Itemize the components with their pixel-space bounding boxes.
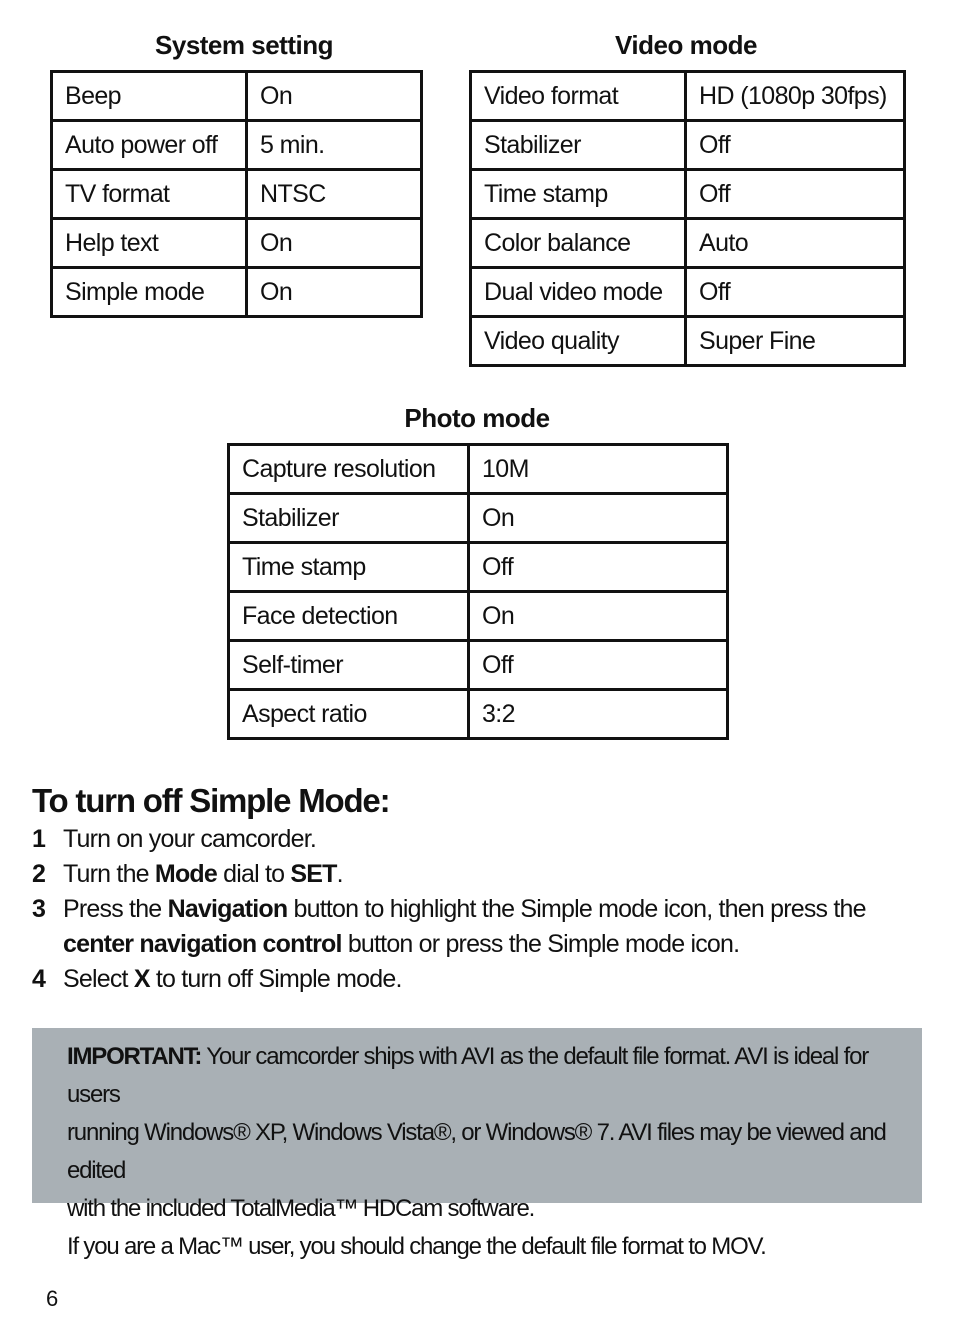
emphasis: SET <box>290 860 337 888</box>
table-row <box>229 494 728 543</box>
step-number: 3 <box>32 895 46 923</box>
system-setting-table <box>50 70 423 318</box>
table-row <box>229 641 728 690</box>
setting-value: On <box>469 494 728 543</box>
step-number: 4 <box>32 965 46 993</box>
important-label: IMPORTANT: <box>67 1043 202 1070</box>
list-item <box>32 822 912 857</box>
setting-label: Aspect ratio <box>229 690 469 739</box>
important-note-text: IMPORTANT: Your camcorder ships with AVI as the default file format. AVI is ideal for users running Windows® XP, Windows Vista®, or Windows® 7. AVI files may be viewed and edited with the included TotalMedia™ HDCam software. If you are a Mac™ user, you should change the default file format to MOV. <box>67 1043 886 1260</box>
setting-label: Self-timer <box>229 641 469 690</box>
photo-mode-title: Photo mode <box>404 403 550 433</box>
setting-value: On <box>247 72 422 121</box>
emphasis: Navigation <box>167 895 288 923</box>
video-mode-title: Video mode <box>615 30 757 60</box>
setting-label: Beep <box>52 72 247 121</box>
step-text: Press the Navigation button to highlight the Simple mode icon, then press the center navigation control button or press the Simple mode icon. <box>63 895 866 958</box>
setting-value: Off <box>686 268 905 317</box>
setting-label: Video format <box>471 72 686 121</box>
setting-value: 3:2 <box>469 690 728 739</box>
section-heading: To turn off Simple Mode: <box>32 782 390 819</box>
setting-value: On <box>469 592 728 641</box>
setting-value: HD (1080p 30fps) <box>686 72 905 121</box>
setting-value: 10M <box>469 445 728 494</box>
setting-value: Off <box>686 170 905 219</box>
setting-label: TV format <box>52 170 247 219</box>
step-number: 1 <box>32 825 46 853</box>
setting-value: Off <box>686 121 905 170</box>
list-item <box>32 857 912 892</box>
step-text: Turn on your camcorder. <box>63 825 317 853</box>
video-mode-table <box>469 70 906 367</box>
setting-value: Auto <box>686 219 905 268</box>
step-text: Select X to turn off Simple mode. <box>63 965 402 993</box>
setting-value: On <box>247 268 422 317</box>
setting-value: Super Fine <box>686 317 905 366</box>
setting-label: Time stamp <box>229 543 469 592</box>
table-row <box>471 317 905 366</box>
setting-label: Dual video mode <box>471 268 686 317</box>
table-row <box>471 72 905 121</box>
setting-label: Help text <box>52 219 247 268</box>
list-item <box>32 892 912 962</box>
setting-label: Simple mode <box>52 268 247 317</box>
table-row <box>52 121 422 170</box>
table-row <box>52 219 422 268</box>
important-note-box <box>32 1028 922 1260</box>
table-row <box>471 219 905 268</box>
setting-label: Stabilizer <box>471 121 686 170</box>
step-number: 2 <box>32 860 46 888</box>
setting-label: Face detection <box>229 592 469 641</box>
table-row <box>471 121 905 170</box>
setting-label: Time stamp <box>471 170 686 219</box>
table-row <box>229 592 728 641</box>
photo-mode-table <box>227 443 729 740</box>
system-setting-title: System setting <box>155 30 333 60</box>
emphasis: X <box>133 965 150 993</box>
step-text: Turn the Mode dial to SET. <box>63 860 343 888</box>
list-item <box>32 962 912 997</box>
table-row <box>229 690 728 739</box>
setting-value: 5 min. <box>247 121 422 170</box>
table-row <box>229 543 728 592</box>
setting-label: Auto power off <box>52 121 247 170</box>
setting-value: Off <box>469 641 728 690</box>
setting-label: Stabilizer <box>229 494 469 543</box>
table-row <box>229 445 728 494</box>
setting-value: NTSC <box>247 170 422 219</box>
table-row <box>52 170 422 219</box>
setting-label: Video quality <box>471 317 686 366</box>
setting-value: Off <box>469 543 728 592</box>
table-row <box>52 268 422 317</box>
setting-label: Color balance <box>471 219 686 268</box>
setting-label: Capture resolution <box>229 445 469 494</box>
page-number: 6 <box>46 1286 59 1311</box>
setting-value: On <box>247 219 422 268</box>
table-row <box>471 268 905 317</box>
table-row <box>471 170 905 219</box>
table-row <box>52 72 422 121</box>
emphasis: Mode <box>154 860 217 888</box>
steps-list <box>32 822 912 997</box>
emphasis: center navigation control <box>63 930 342 958</box>
